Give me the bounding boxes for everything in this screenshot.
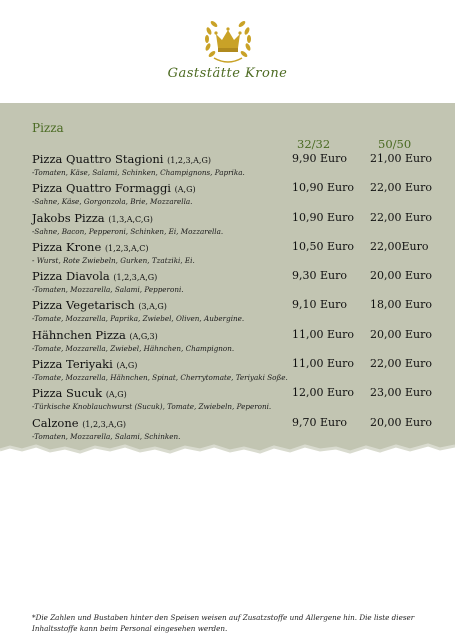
item-description: -Tomate, Mozzarella, Hähnchen, Spinat, Cherrytomate, Teriyaki Soße.	[32, 373, 288, 383]
item-name: Pizza Teriyaki (A,G)	[32, 357, 138, 372]
crown-laurel-icon	[198, 14, 258, 66]
item-description: -Tomaten, Käse, Salami, Schinken, Champignons, Paprika.	[32, 168, 245, 177]
section-title: Pizza	[32, 121, 64, 135]
allergen-codes: (1,2,3,A,G)	[113, 273, 158, 283]
allergen-codes: (A,G)	[174, 185, 196, 195]
price-large: 18,00 Euro	[370, 298, 432, 312]
item-name: Pizza Quattro Stagioni (1,2,3,A,G)	[32, 152, 211, 166]
menu-item	[0, 181, 455, 210]
item-description: -Tomaten, Mozzarella, Salami, Pepperoni.	[32, 285, 184, 295]
price-large: 23,00 Euro	[370, 386, 432, 400]
menu-item	[0, 357, 455, 386]
allergen-codes: (1,2,3,A,G)	[167, 156, 211, 165]
column-header-large: 50/50	[378, 137, 412, 151]
item-description: -Sahne, Käse, Gorgonzola, Brie, Mozzarella.	[32, 197, 193, 207]
item-description: - Wurst, Rote Zwiebeln, Gurken, Tzatziki, Ei.	[32, 255, 195, 265]
allergen-codes: (1,2,3,A,C)	[104, 243, 149, 253]
menu-list	[0, 152, 455, 445]
item-description: -Sahne, Bacon, Pepperoni, Schinken, Ei, Mozzarella.	[32, 226, 224, 236]
price-small: 9,90 Euro	[292, 152, 347, 165]
price-small: 9,30 Euro	[292, 269, 347, 283]
menu-item	[0, 211, 455, 240]
allergen-codes: (A,G,3)	[129, 331, 158, 341]
allergen-codes: (A,G)	[105, 390, 127, 400]
allergen-codes: (3,A,G)	[138, 302, 167, 312]
item-name: Jakobs Pizza (1,3,A,C,G)	[32, 210, 153, 225]
price-small: 12,00 Euro	[292, 386, 354, 400]
price-small: 10,90 Euro	[292, 181, 354, 195]
menu-header	[0, 0, 455, 103]
item-description: -Türkische Knoblauchwurst (Sucuk), Tomate, Zwiebeln, Peperoni.	[32, 402, 272, 412]
allergen-codes: (A,G)	[116, 361, 138, 371]
menu-item	[0, 386, 455, 415]
item-name: Pizza Sucuk (A,G)	[32, 386, 127, 401]
price-large: 22,00 Euro	[370, 357, 432, 371]
menu-item	[0, 328, 455, 357]
price-large: 22,00 Euro	[370, 181, 432, 195]
item-name: Hähnchen Pizza (A,G,3)	[32, 327, 158, 342]
price-large: 20,00 Euro	[370, 327, 432, 341]
item-description: -Tomaten, Mozzarella, Salami, Schinken.	[32, 431, 181, 441]
item-name: Pizza Krone (1,2,3,A,C)	[32, 239, 149, 254]
item-name: Pizza Vegetarisch (3,A,G)	[32, 298, 167, 313]
allergen-codes: (1,2,3,A,G)	[82, 419, 127, 429]
menu-item	[0, 152, 455, 181]
menu-item	[0, 416, 455, 445]
menu-item	[0, 298, 455, 327]
price-large: 21,00 Euro	[370, 152, 432, 165]
brand-name: Gaststätte Krone	[167, 66, 288, 81]
price-small: 10,90 Euro	[292, 210, 354, 224]
price-large: 22,00Euro	[370, 239, 429, 253]
price-small: 9,10 Euro	[292, 298, 347, 312]
item-name: Calzone (1,2,3,A,G)	[32, 415, 127, 430]
item-description: -Tomate, Mozzarella, Zwiebel, Hähnchen, Champignon.	[32, 343, 235, 353]
price-large: 20,00 Euro	[370, 269, 432, 283]
price-small: 11,00 Euro	[292, 357, 354, 371]
item-name: Pizza Quattro Formaggi (A,G)	[32, 181, 196, 196]
price-small: 9,70 Euro	[292, 415, 347, 429]
item-description: -Tomate, Mozzarella, Paprika, Zwiebel, Oliven, Aubergine.	[32, 314, 245, 324]
price-small: 10,50 Euro	[292, 239, 354, 253]
item-name: Pizza Diavola (1,2,3,A,G)	[32, 269, 158, 284]
price-large: 20,00 Euro	[370, 415, 432, 429]
column-header-small: 32/32	[297, 137, 331, 151]
price-large: 22,00 Euro	[370, 210, 432, 224]
allergen-codes: (1,3,A,C,G)	[108, 214, 153, 224]
price-small: 11,00 Euro	[292, 327, 354, 341]
menu-item	[0, 240, 455, 269]
allergen-footnote: *Die Zahlen und Bustaben hinter den Speisen weisen auf Zusatzstoffe und Allergene hin. Die liste dieser Inhaltsstoffe kann beim Personal eingesehen werden.	[32, 613, 415, 633]
menu-item	[0, 269, 455, 298]
